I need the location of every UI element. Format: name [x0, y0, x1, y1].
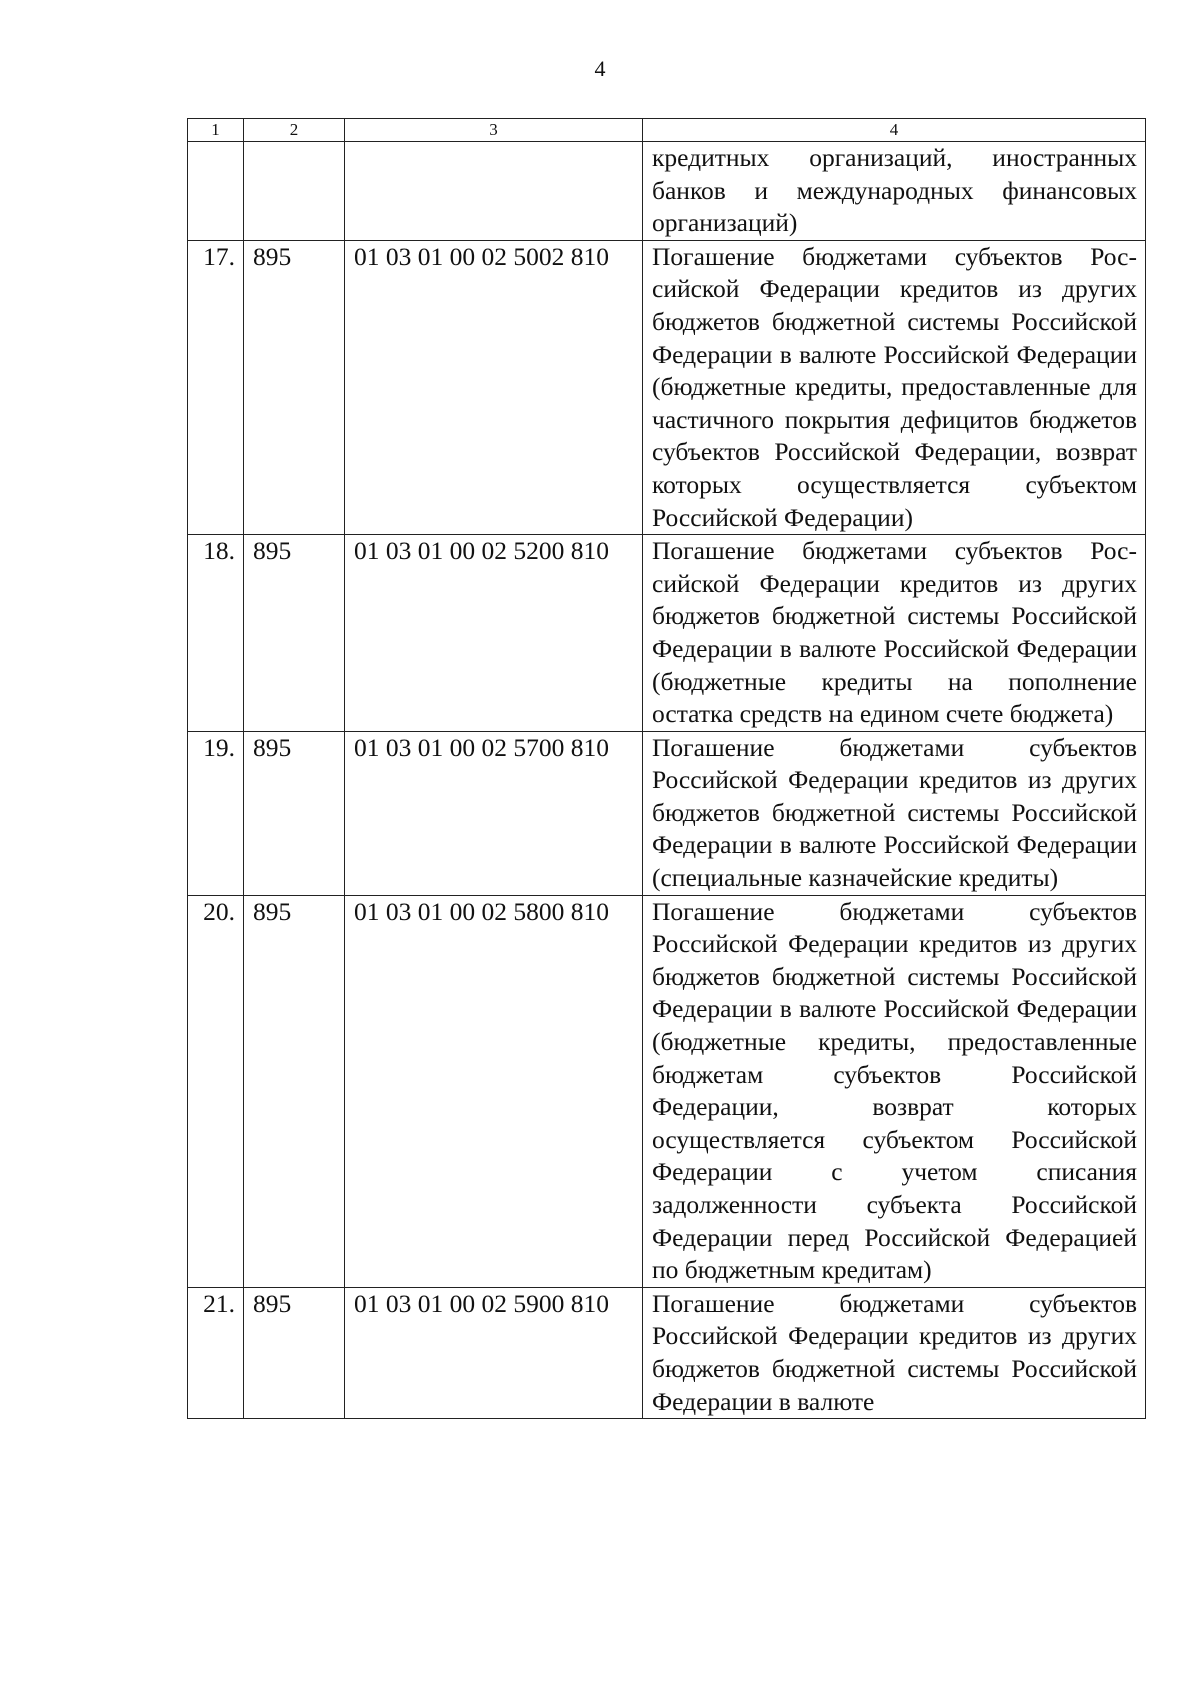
description-cell: Погашение бюджетами субъектов Российской Федерации кредитов из других бюджетов бюджетной системы Российской Федерации в валюте Российской Федерации (специальные казначейские кредиты) — [643, 731, 1146, 895]
description-cell: Погашение бюджетами субъектов Российской Федерации кредитов из других бюджетов бюджетной системы Российской Федерации в валюте Российской Федерации (бюджетные кредиты на пополнение остатка средств на едином счете бюджета) — [643, 535, 1146, 732]
description-cell: Погашение бюджетами субъектов Российской Федерации кредитов из других бюджетов бюджетной системы Российской Федерации в валюте Российской Федерации (бюджетные кредиты, предоставленные для частичного покрытия дефицитов бюджетов субъектов Российской Федерации, возврат которых осуществляется субъектом Российской Федерации) — [643, 240, 1146, 534]
row-number-cell: 18. — [188, 535, 244, 732]
column-number-3: 3 — [345, 119, 643, 142]
table-row — [188, 731, 1146, 895]
admin-code-cell: 895 — [244, 240, 345, 534]
continuation-row — [188, 142, 1146, 241]
admin-code-cell — [244, 142, 345, 241]
budget-code-table — [187, 118, 1146, 1419]
row-number-cell: 21. — [188, 1287, 244, 1418]
description-cell: Погашение бюджетами субъектов Российской Федерации кредитов из других бюджетов бюджетной системы Российской Федерации в валюте Российской Федерации (бюджетные кредиты, предоставленные бюджетам субъектов Российской Федерации, возврат которых осуществляется субъектом Российской Федерации с учетом списания задолженности субъекта Российской Федерации перед Российской Федерацией по бюджетным кредитам) — [643, 895, 1146, 1287]
table-row — [188, 240, 1146, 534]
admin-code-cell: 895 — [244, 535, 345, 732]
table-row — [188, 895, 1146, 1287]
budget-code-cell: 01 03 01 00 02 5002 810 — [345, 240, 643, 534]
table-row — [188, 1287, 1146, 1418]
description-cell: кредитных организаций, иностранных банков и международных финансовых организаций) — [643, 142, 1146, 241]
budget-code-cell: 01 03 01 00 02 5200 810 — [345, 535, 643, 732]
column-number-2: 2 — [244, 119, 345, 142]
row-number-cell: 17. — [188, 240, 244, 534]
budget-code-cell — [345, 142, 643, 241]
admin-code-cell: 895 — [244, 731, 345, 895]
budget-code-cell: 01 03 01 00 02 5900 810 — [345, 1287, 643, 1418]
column-number-4: 4 — [643, 119, 1146, 142]
description-cell: Погашение бюджетами субъектов Российской Федерации кредитов из других бюджетов бюджетной системы Российской Федерации в валюте — [643, 1287, 1146, 1418]
budget-code-cell: 01 03 01 00 02 5700 810 — [345, 731, 643, 895]
row-number-cell: 19. — [188, 731, 244, 895]
budget-code-cell: 01 03 01 00 02 5800 810 — [345, 895, 643, 1287]
row-number-cell — [188, 142, 244, 241]
table-row — [188, 535, 1146, 732]
admin-code-cell: 895 — [244, 895, 345, 1287]
page-number: 4 — [594, 56, 606, 81]
column-number-1: 1 — [188, 119, 244, 142]
row-number-cell: 20. — [188, 895, 244, 1287]
column-number-row — [188, 119, 1146, 142]
admin-code-cell: 895 — [244, 1287, 345, 1418]
